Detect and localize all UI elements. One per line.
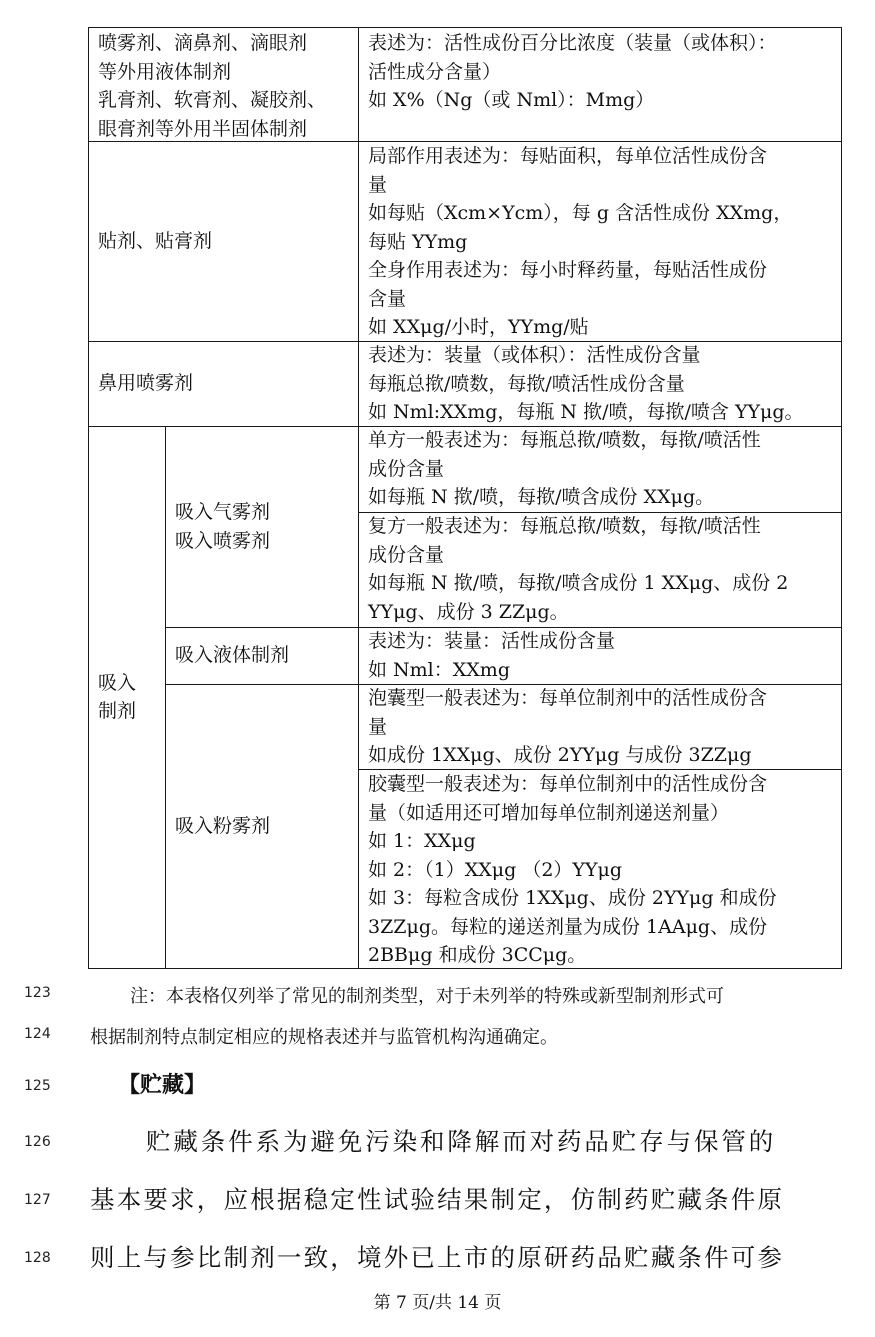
cell-line: 量 [368, 715, 388, 738]
cell-line: 如 Nml:XXmg，每瓶 N 揿/喷，每揿/喷含 YYμg。 [368, 401, 804, 423]
cell-line: 每瓶总揿/喷数，每揿/喷活性成份含量 [368, 372, 685, 395]
body-paragraph-line: 贮藏条件系为避免污染和降解而对药品贮存与保管的 [146, 1127, 777, 1156]
table-note: 根据制剂特点制定相应的规格表述并与监管机构沟通确定。 [90, 1027, 558, 1048]
body-paragraph-line: 则上与参比制剂一致，境外已上市的原研药品贮藏条件可参 [90, 1243, 785, 1272]
cell-line: 量 [368, 173, 388, 196]
body-paragraph-line: 基本要求，应根据稳定性试验结果制定，仿制药贮藏条件原 [90, 1185, 785, 1214]
spec-description-cell [358, 426, 842, 512]
line-number: 125 [24, 1078, 51, 1094]
cell-line: 贴剂、贴膏剂 [98, 229, 213, 252]
cell-line: 单方一般表述为：每瓶总揿/喷数，每揿/喷活性 [368, 429, 761, 451]
cell-line: 眼膏剂等外用半固体制剂 [98, 117, 308, 140]
cell-line: 如 3：每粒含成份 1XXμg、成份 2YYμg 和成份 [368, 887, 777, 909]
line-number: 126 [24, 1134, 51, 1150]
cell-line: 每贴 YYmg [368, 230, 468, 253]
cell-line: 吸入液体制剂 [175, 644, 290, 667]
cell-line: 表述为：装量：活性成份含量 [368, 630, 616, 652]
cell-line: 含量 [368, 287, 407, 310]
cell-line: 吸入喷雾剂 [175, 529, 271, 552]
cell-line: 如 XXμg/小时，YYmg/贴 [368, 316, 589, 338]
line-number: 123 [24, 985, 51, 1001]
cell-line: 吸入粉雾剂 [175, 814, 271, 837]
cell-line: 成份含量 [368, 543, 445, 566]
spec-description-cell [358, 512, 842, 626]
inhalation-group-label [88, 426, 165, 968]
cell-line: 如 X%（Ng（或 Nml）：Mmg） [368, 89, 655, 111]
cell-line: 鼻用喷雾剂 [98, 372, 194, 395]
cell-line: 活性成分含量） [368, 60, 502, 83]
cell-line: 如 2：（1）XXμg （2）YYμg [368, 858, 623, 881]
cell-line: 3ZZμg。每粒的递送剂量为成份 1AAμg、成份 [368, 915, 768, 938]
table-rule [88, 27, 842, 28]
cell-line: 吸入气雾剂 [175, 501, 271, 523]
cell-line: 泡囊型一般表述为：每单位制剂中的活性成份含 [368, 687, 768, 709]
dosage-form-cell [88, 141, 358, 341]
spec-description-cell [358, 341, 842, 427]
cell-line: 乳膏剂、软膏剂、凝胶剂、 [98, 89, 327, 111]
dosage-form-cell [165, 426, 358, 627]
cell-line: 复方一般表述为：每瓶总揿/喷数，每揿/喷活性 [368, 515, 761, 537]
cell-line: 如成份 1XXμg、成份 2YYμg 与成份 3ZZμg [368, 744, 752, 766]
spec-description-cell [358, 29, 842, 115]
spec-description-cell [358, 627, 842, 684]
cell-line: 局部作用表述为：每贴面积，每单位活性成份含 [368, 145, 768, 167]
line-number: 128 [24, 1250, 51, 1266]
cell-line: 如每贴（Xcm×Ycm），每 g 含活性成份 XXmg， [368, 202, 793, 224]
spec-description-cell [358, 684, 842, 770]
cell-line: 成份含量 [368, 457, 445, 480]
cell-line: 如每瓶 N 揿/喷，每揿/喷含成份 1 XXμg、成份 2 [368, 572, 789, 594]
spec-description-cell [358, 770, 842, 970]
cell-line: 喷雾剂、滴鼻剂、滴眼剂 [98, 32, 308, 54]
cell-line: 制剂 [98, 700, 137, 722]
cell-line: 量（如适用还可增加每单位制剂递送剂量） [368, 801, 730, 824]
cell-line: 等外用液体制剂 [98, 60, 232, 83]
dosage-form-cell [165, 684, 358, 968]
cell-line: 表述为：装量（或体积）：活性成份含量 [368, 344, 701, 366]
spec-description-cell [358, 142, 842, 342]
section-heading: 【贮藏】 [118, 1072, 207, 1098]
cell-line: 如 1：XXμg [368, 830, 476, 852]
dosage-form-cell [88, 341, 358, 426]
cell-line: 胶囊型一般表述为：每单位制剂中的活性成份含 [368, 773, 768, 795]
dosage-form-cell [88, 29, 358, 143]
cell-line: 吸入 [98, 671, 137, 694]
cell-line: 如 Nml：XXmg [368, 658, 510, 681]
cell-line: 全身作用表述为：每小时释药量，每贴活性成份 [368, 259, 768, 281]
cell-line: 如每瓶 N 揿/喷，每揿/喷含成份 XXμg。 [368, 486, 715, 508]
line-number: 127 [24, 1192, 51, 1208]
page-footer: 第 7 页/共 14 页 [373, 1293, 502, 1313]
line-number: 124 [24, 1026, 51, 1042]
dosage-form-cell [165, 627, 358, 684]
cell-line: YYμg、成份 3 ZZμg。 [368, 600, 569, 623]
table-note: 注：本表格仅列举了常见的制剂类型，对于未列举的特殊或新型制剂形式可 [130, 986, 724, 1007]
cell-line: 2BBμg 和成份 3CCμg。 [368, 944, 587, 966]
cell-line: 表述为：活性成份百分比浓度（装量（或体积）： [368, 32, 777, 54]
